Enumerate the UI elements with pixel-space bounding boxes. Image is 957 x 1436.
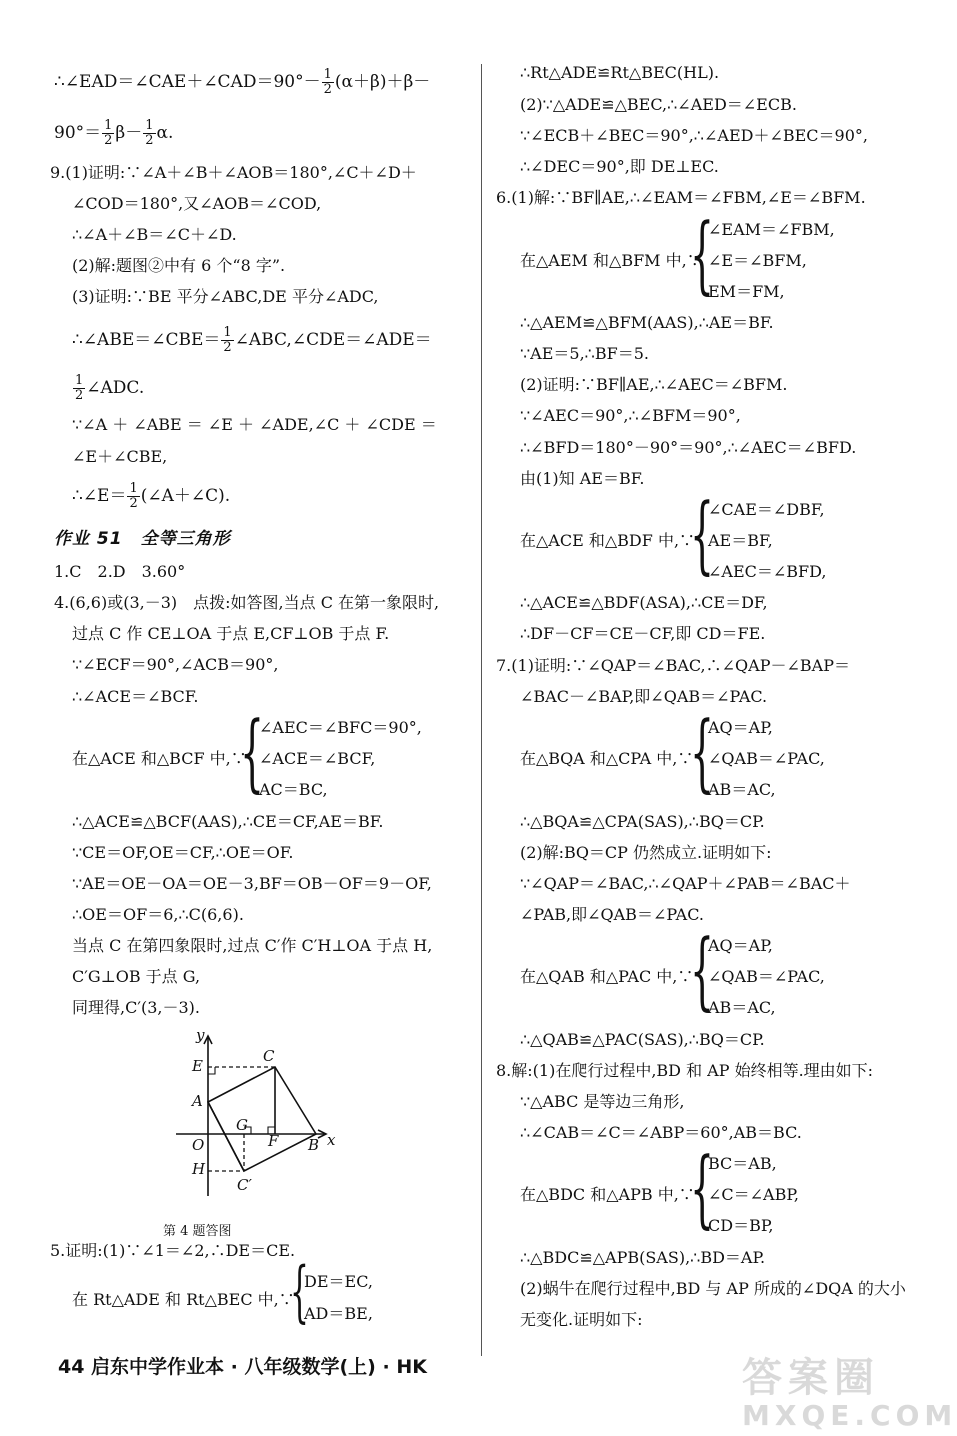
answer-1-3: 1.C 2.D 3.60° bbox=[54, 562, 186, 581]
r-line-29: ∴△BDC≌△APB(SAS),∴BD＝AP. bbox=[520, 1248, 766, 1267]
label-G: G bbox=[236, 1116, 248, 1134]
numerator: 1 bbox=[223, 325, 232, 340]
r18-brace-line-1: AQ＝AP, bbox=[708, 718, 773, 737]
text: 90°＝ bbox=[54, 123, 102, 143]
r-line-5: 6.(1)解:∵BF∥AE,∴∠EAM＝∠FBM,∠E＝∠BFM. bbox=[496, 188, 866, 207]
numerator: 1 bbox=[104, 118, 113, 133]
r-line-14: ∴△ACE≌△BDF(ASA),∴CE＝DF, bbox=[520, 593, 768, 612]
q9-line-5: (3)证明:∵BE 平分∠ABC,DE 平分∠ADC, bbox=[72, 287, 379, 306]
r6-brace-line-3: EM＝FM, bbox=[708, 282, 785, 301]
brace: { bbox=[690, 205, 715, 303]
label-H: H bbox=[192, 1160, 206, 1178]
figure-caption: 第 4 题答图 bbox=[163, 1224, 232, 1239]
column-divider bbox=[481, 64, 482, 1356]
denominator: 2 bbox=[104, 133, 113, 148]
r28-brace-line-2: ∠C＝∠ABP, bbox=[708, 1185, 799, 1204]
a5-brace-line-2: AD＝BE, bbox=[304, 1304, 373, 1323]
numerator: 1 bbox=[145, 118, 154, 133]
label-C-prime: C′ bbox=[237, 1176, 252, 1194]
a5-line-2: 在 Rt△ADE 和 Rt△BEC 中,∵ bbox=[72, 1290, 295, 1309]
coordinate-figure bbox=[120, 1024, 350, 1202]
a4-line-8: ∵AE＝OE－OA＝OE－3,BF＝OB－OF＝9－OF, bbox=[72, 874, 432, 893]
r-line-24: ∴△QAB≌△PAC(SAS),∴BQ＝CP. bbox=[520, 1030, 765, 1049]
a4-brace-line-3: AC＝BC, bbox=[259, 780, 328, 799]
r13-brace-line-1: ∠CAE＝∠DBF, bbox=[708, 500, 825, 519]
r-line-28: 在△BDC 和△APB 中,∵ bbox=[520, 1185, 695, 1204]
r-line-11: ∴∠BFD＝180°－90°＝90°,∴∠AEC＝∠BFD. bbox=[520, 438, 857, 457]
denominator: 2 bbox=[223, 340, 232, 355]
fraction bbox=[73, 374, 85, 403]
numerator: 1 bbox=[323, 67, 332, 82]
r-line-4: ∴∠DEC＝90°,即 DE⊥EC. bbox=[520, 157, 719, 176]
section-title: 作业 51 全等三角形 bbox=[54, 529, 231, 549]
text: ∴∠EAD＝∠CAE＋∠CAD＝90°－ bbox=[54, 72, 321, 92]
text: (∠A＋∠C). bbox=[140, 486, 231, 506]
r-line-30: (2)蜗牛在爬行过程中,BD 与 AP 所成的∠DQA 的大小 bbox=[520, 1279, 906, 1298]
watermark-top: 答案圈 bbox=[742, 1355, 880, 1401]
a4-line-6: ∴△ACE≌△BCF(AAS),∴CE＝CF,AE＝BF. bbox=[72, 812, 384, 831]
r-line-12: 由(1)知 AE＝BF. bbox=[520, 469, 645, 488]
a4-line-2: 过点 C 作 CE⊥OA 于点 E,CF⊥OB 于点 F. bbox=[72, 624, 390, 643]
text: ∠ADC. bbox=[86, 378, 145, 398]
line-l2 bbox=[54, 119, 173, 148]
r23-brace-line-1: AQ＝AP, bbox=[708, 936, 773, 955]
fraction bbox=[322, 68, 334, 97]
fraction bbox=[127, 482, 139, 511]
r-line-8: ∵AE＝5,∴BF＝5. bbox=[520, 344, 649, 363]
a4-line-11: C′G⊥OB 于点 G, bbox=[72, 967, 201, 986]
denominator: 2 bbox=[145, 133, 154, 148]
q9-line-4: (2)解:题图②中有 6 个“8 字”. bbox=[72, 256, 286, 275]
page-footer: 44 启东中学作业本 · 八年级数学(上) · HK bbox=[58, 1356, 427, 1378]
r-line-16: 7.(1)证明:∵∠QAP＝∠BAC,∴∠QAP－∠BAP＝ bbox=[496, 656, 850, 675]
q9-line-7 bbox=[72, 374, 144, 403]
fraction bbox=[102, 119, 114, 148]
quadrilateral-ACBC bbox=[208, 1067, 316, 1171]
denominator: 2 bbox=[129, 496, 138, 511]
label-x: x bbox=[327, 1131, 336, 1149]
numerator: 1 bbox=[75, 373, 84, 388]
r-line-1: ∴Rt△ADE≌Rt△BEC(HL). bbox=[520, 63, 720, 82]
q9-line-9: ∠E＋∠CBE, bbox=[72, 447, 168, 466]
text: ∠ABC,∠CDE＝∠ADE＝ bbox=[234, 330, 432, 350]
r-line-13: 在△ACE 和△BDF 中,∵ bbox=[520, 531, 696, 550]
line-l1 bbox=[54, 68, 430, 97]
a4-line-7: ∵CE＝OF,OE＝CF,∴OE＝OF. bbox=[72, 843, 294, 862]
r-line-19: ∴△BQA≌△CPA(SAS),∴BQ＝CP. bbox=[520, 812, 765, 831]
r28-brace-line-3: CD＝BP, bbox=[708, 1216, 774, 1235]
q9-line-1: 9.(1)证明:∵∠A＋∠B＋∠AOB＝180°,∠C＋∠D＋ bbox=[50, 163, 417, 182]
label-C: C bbox=[263, 1047, 275, 1065]
q9-line-10 bbox=[72, 482, 230, 511]
brace: { bbox=[240, 703, 265, 801]
a4-line-1: 4.(6,6)或(3,－3) 点拨:如答图,当点 C 在第一象限时, bbox=[54, 593, 440, 612]
r18-brace-line-2: ∠QAB＝∠PAC, bbox=[708, 749, 825, 768]
r-line-23: 在△QAB 和△PAC 中,∵ bbox=[520, 967, 694, 986]
r23-brace-line-2: ∠QAB＝∠PAC, bbox=[708, 967, 825, 986]
brace: { bbox=[690, 1139, 715, 1237]
r6-brace-line-2: ∠E＝∠BFM, bbox=[708, 251, 807, 270]
r-line-20: (2)解:BQ＝CP 仍然成立.证明如下: bbox=[520, 843, 772, 862]
brace: { bbox=[690, 921, 715, 1019]
r23-brace-line-3: AB＝AC, bbox=[708, 998, 776, 1017]
r-line-2: (2)∵△ADE≌△BEC,∴∠AED＝∠ECB. bbox=[520, 95, 797, 114]
r-line-31: 无变化.证明如下: bbox=[520, 1310, 643, 1329]
r-line-26: ∵△ABC 是等边三角形, bbox=[520, 1092, 685, 1111]
r13-brace-line-2: AE＝BF, bbox=[708, 531, 773, 550]
watermark-bottom: MXQE.COM bbox=[742, 1399, 957, 1432]
r13-brace-line-3: ∠AEC＝∠BFD, bbox=[708, 562, 827, 581]
denominator: 2 bbox=[75, 388, 84, 403]
r-line-25: 8.解:(1)在爬行过程中,BD 和 AP 始终相等.理由如下: bbox=[496, 1061, 874, 1080]
a5-brace-line-1: DE＝EC, bbox=[304, 1272, 373, 1291]
label-O: O bbox=[192, 1136, 205, 1154]
r18-brace-line-3: AB＝AC, bbox=[708, 780, 776, 799]
r-line-17: ∠BAC－∠BAP,即∠QAB＝∠PAC. bbox=[520, 687, 768, 706]
r-line-18: 在△BQA 和△CPA 中,∵ bbox=[520, 749, 694, 768]
brace: { bbox=[290, 1253, 309, 1330]
a4-line-4: ∴∠ACE＝∠BCF. bbox=[72, 687, 199, 706]
label-B: B bbox=[308, 1136, 320, 1154]
brace: { bbox=[690, 703, 715, 801]
a4-brace-line-1: ∠AEC＝∠BFC＝90°, bbox=[259, 718, 422, 737]
r-line-21: ∵∠QAP＝∠BAC,∴∠QAP＋∠PAB＝∠BAC＋ bbox=[520, 874, 851, 893]
fraction bbox=[221, 326, 233, 355]
brace: { bbox=[690, 485, 715, 583]
label-E: E bbox=[192, 1057, 203, 1075]
watermark bbox=[742, 1346, 957, 1432]
a4-line-5: 在△ACE 和△BCF 中,∵ bbox=[72, 749, 247, 768]
label-F: F bbox=[268, 1132, 279, 1150]
text: ∴∠E＝ bbox=[72, 486, 127, 506]
q9-line-3: ∴∠A＋∠B＝∠C＋∠D. bbox=[72, 225, 237, 244]
r28-brace-line-1: BC＝AB, bbox=[708, 1154, 777, 1173]
r-line-9: (2)证明:∵BF∥AE,∴∠AEC＝∠BFM. bbox=[520, 375, 788, 394]
a4-brace-line-2: ∠ACE＝∠BCF, bbox=[259, 749, 376, 768]
r-line-7: ∴△AEM≌△BFM(AAS),∴AE＝BF. bbox=[520, 313, 774, 332]
r-line-3: ∵∠ECB＋∠BEC＝90°,∴∠AED＋∠BEC＝90°, bbox=[520, 126, 868, 145]
r6-brace-line-1: ∠EAM＝∠FBM, bbox=[708, 220, 835, 239]
fraction bbox=[143, 119, 155, 148]
q9-line-6 bbox=[72, 326, 432, 355]
a4-line-10: 当点 C 在第四象限时,过点 C′作 C′H⊥OA 于点 H, bbox=[72, 936, 433, 955]
r-line-10: ∵∠AEC＝90°,∴∠BFM＝90°, bbox=[520, 406, 741, 425]
segment-AC-prime bbox=[208, 1102, 244, 1171]
r-line-27: ∴∠CAB＝∠C＝∠ABP＝60°,AB＝BC. bbox=[520, 1123, 802, 1142]
a5-line-1: 5.证明:(1)∵∠1＝∠2,∴DE＝CE. bbox=[50, 1241, 296, 1260]
text: (α＋β)＋β－ bbox=[334, 72, 431, 92]
right-angle-mark bbox=[208, 1067, 215, 1074]
denominator: 2 bbox=[323, 82, 332, 97]
text: ∴∠ABE＝∠CBE＝ bbox=[72, 330, 221, 350]
r-line-6: 在△AEM 和△BFM 中,∵ bbox=[520, 251, 703, 270]
label-y: y bbox=[196, 1026, 205, 1044]
r-line-22: ∠PAB,即∠QAB＝∠PAC. bbox=[520, 905, 704, 924]
a4-line-12: 同理得,C′(3,－3). bbox=[72, 998, 200, 1017]
a4-line-3: ∵∠ECF＝90°,∠ACB＝90°, bbox=[72, 655, 279, 674]
a4-line-9: ∴OE＝OF＝6,∴C(6,6). bbox=[72, 905, 244, 924]
label-A: A bbox=[192, 1092, 203, 1110]
text: α. bbox=[156, 123, 174, 143]
q9-line-2: ∠COD＝180°,又∠AOB＝∠COD, bbox=[72, 194, 322, 213]
r-line-15: ∴DF－CF＝CE－CF,即 CD＝FE. bbox=[520, 624, 766, 643]
numerator: 1 bbox=[129, 481, 138, 496]
text: β－ bbox=[115, 123, 143, 143]
q9-line-8: ∵∠A ＋ ∠ABE ＝ ∠E ＋ ∠ADE,∠C ＋ ∠CDE ＝ bbox=[72, 415, 437, 434]
